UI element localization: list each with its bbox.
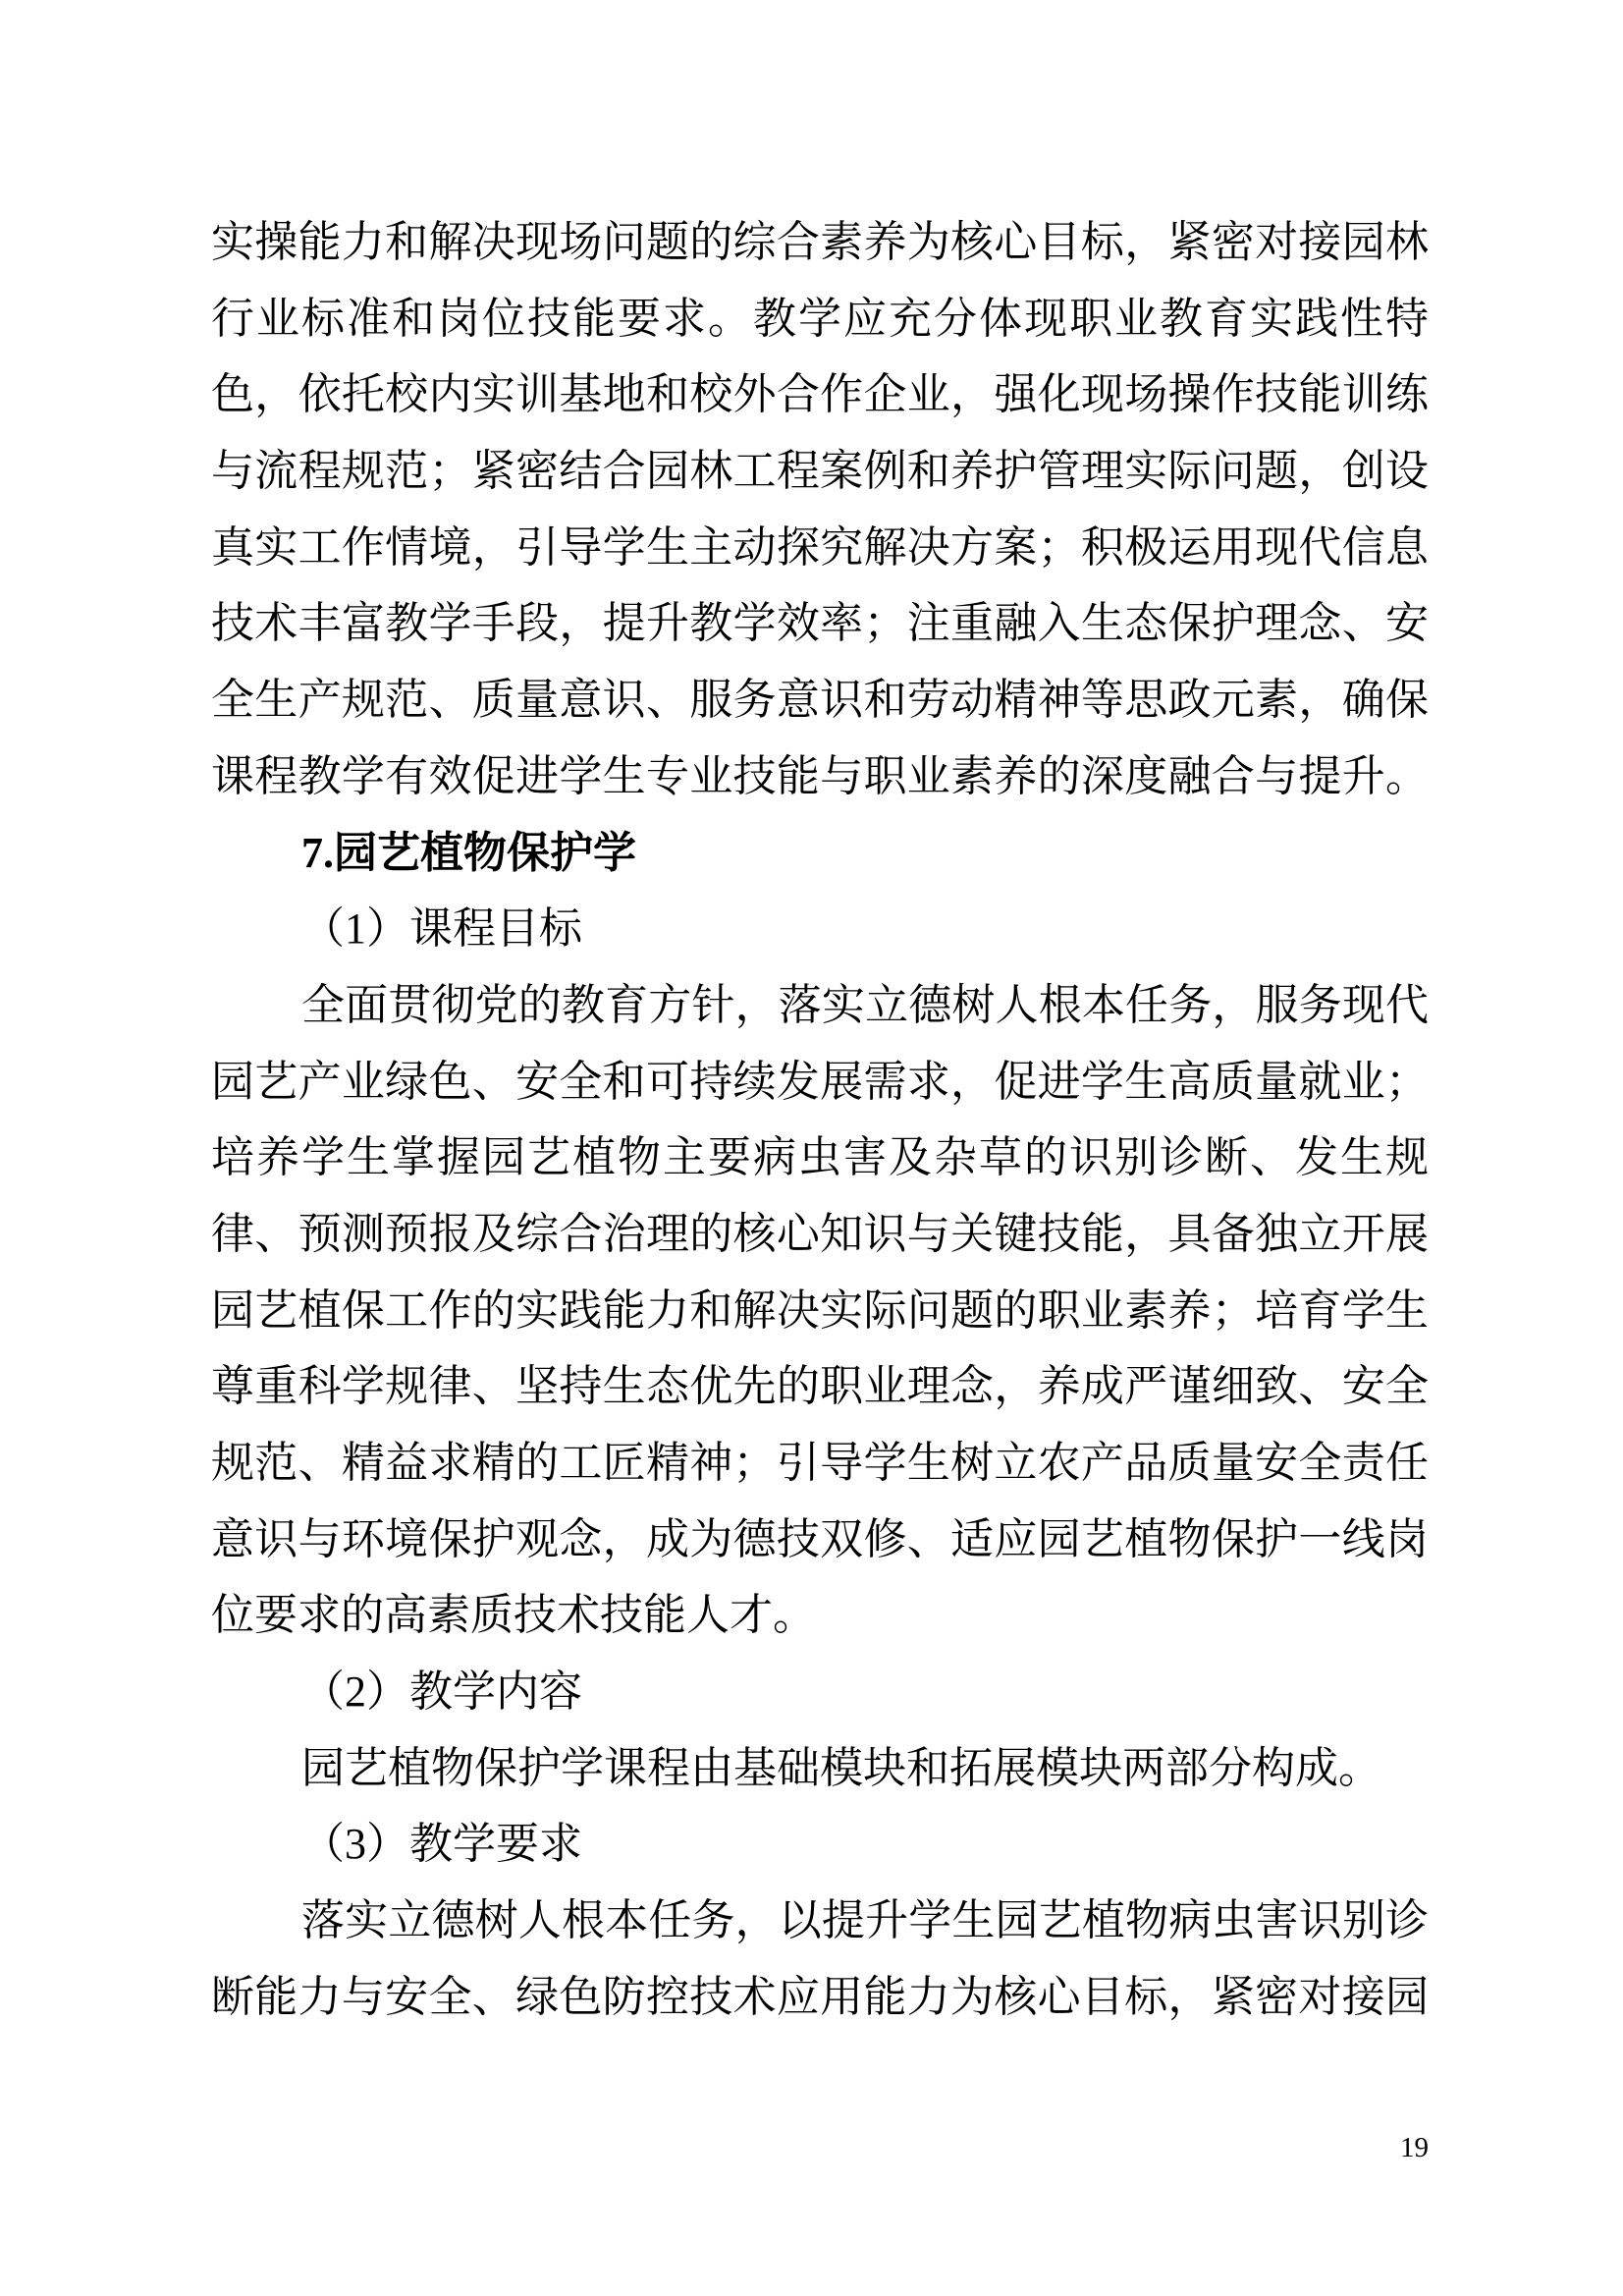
text-line: 园艺产业绿色、安全和可持续发展需求，促进学生高质量就业；: [211, 1057, 1429, 1106]
text-line: 色，依托校内实训基地和校外合作企业，强化现场操作技能训练: [211, 370, 1429, 419]
text-line: 培养学生掌握园艺植物主要病虫害及杂草的识别诊断、发生规: [211, 1133, 1429, 1182]
text-line: 律、预测预报及综合治理的核心知识与关键技能，具备独立开展: [211, 1209, 1429, 1258]
subsection-heading: （2）教学内容: [301, 1667, 582, 1717]
text-line: 真实工作情境，引导学生主动探究解决方案；积极运用现代信息: [211, 522, 1429, 572]
text-line: 课程教学有效促进学生专业技能与职业素养的深度融合与提升。: [211, 751, 1429, 800]
text-line: 园艺植保工作的实践能力和解决实际问题的职业素养；培育学生: [211, 1285, 1429, 1335]
text-line: 断能力与安全、绿色防控技术应用能力为核心目标，紧密对接园: [211, 1972, 1429, 2021]
text-line: 与流程规范；紧密结合园林工程案例和养护管理实际问题，创设: [211, 447, 1429, 496]
text-line: 意识与环境保护观念，成为德技双修、适应园艺植物保护一线岗: [211, 1514, 1429, 1563]
text-line: 尊重科学规律、坚持生态优先的职业理念，养成严谨细致、安全: [211, 1362, 1429, 1411]
text-line: 园艺植物保护学课程由基础模块和拓展模块两部分构成。: [301, 1743, 1381, 1792]
text-line: 位要求的高素质技术技能人才。: [211, 1591, 816, 1640]
subsection-heading: （1）课程目标: [301, 904, 582, 954]
text-line: 技术丰富教学手段，提升教学效率；注重融入生态保护理念、安: [211, 599, 1429, 648]
subsection-heading: （3）教学要求: [301, 1820, 582, 1869]
text-line: 规范、精益求精的工匠精神；引导学生树立农产品质量安全责任: [211, 1439, 1429, 1487]
section-heading: 7.园艺植物保护学: [301, 828, 636, 877]
page-number: 19: [1400, 2132, 1429, 2163]
text-line: 全面贯彻党的教育方针，落实立德树人根本任务，服务现代: [301, 980, 1429, 1029]
text-line: 行业标准和岗位技能要求。教学应充分体现职业教育实践性特: [211, 294, 1429, 343]
text-line: 全生产规范、质量意识、服务意识和劳动精神等思政元素，确保: [211, 676, 1429, 725]
document-body: [211, 204, 1429, 2036]
text-line: 落实立德树人根本任务，以提升学生园艺植物病虫害识别诊: [301, 1896, 1429, 1945]
text-line: 实操能力和解决现场问题的综合素养为核心目标，紧密对接园林: [211, 218, 1429, 266]
